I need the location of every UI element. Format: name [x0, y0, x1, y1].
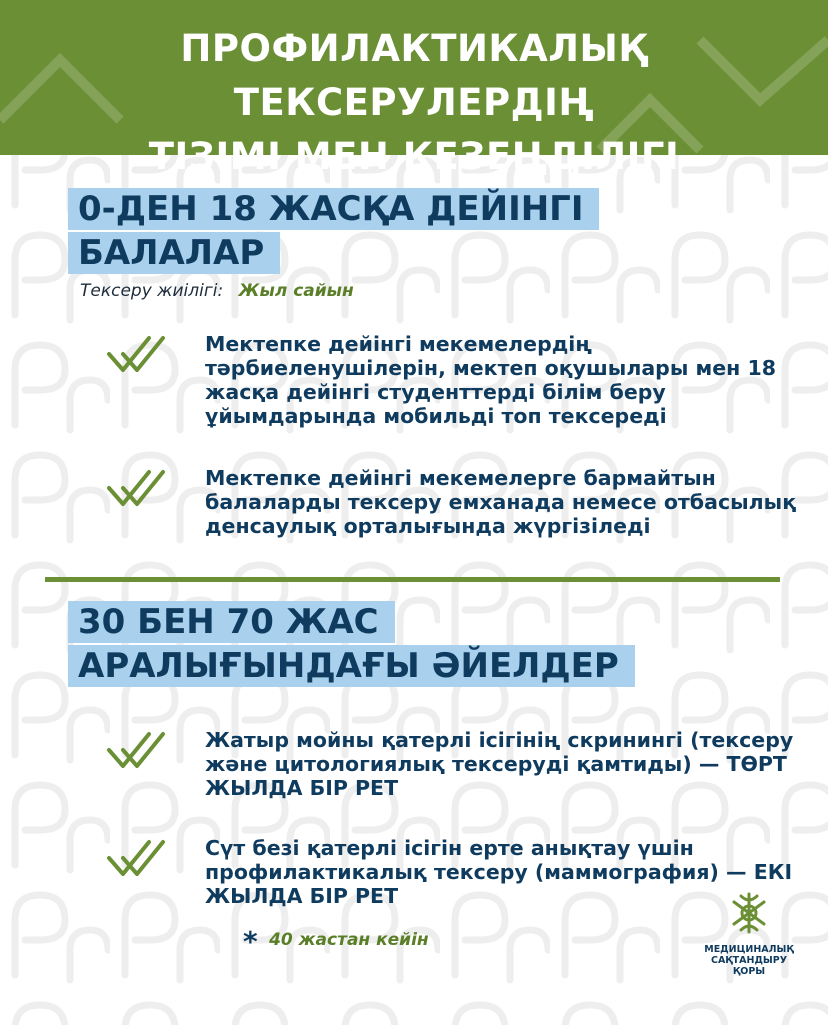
fund-logo-text [704, 944, 794, 977]
fund-logo-line3: ҚОРЫ [732, 966, 766, 977]
footnote-text: 40 жастан кейін [269, 930, 429, 950]
frequency-row [80, 281, 354, 301]
frequency-label: Тексеру жиілігі: [80, 281, 224, 301]
double-check-icon [105, 466, 167, 510]
section-title-children [68, 188, 599, 276]
title-line-1: ПРОФИЛАКТИКАЛЫҚ ТЕКСЕРУЛЕРДІҢ [180, 27, 648, 124]
fund-logo [704, 890, 794, 977]
section-title-children-line1: 0-ДЕН 18 ЖАСҚА ДЕЙІНГІ [68, 188, 599, 230]
footnote [243, 925, 429, 958]
double-check-icon [105, 332, 167, 376]
list-item-text: Мектепке дейінгі мекемелердің тәрбиеленушілерін, мектеп оқушылары мен 18 жасқа дейінгі студенттерді білім беру ұйымдарында мобильді топ тексереді [205, 332, 777, 428]
section-title-women [68, 601, 635, 689]
section-title-women-line2: АРАЛЫҒЫНДАҒЫ ӘЙЕЛДЕР [68, 645, 635, 687]
double-check-icon [105, 728, 167, 772]
fund-logo-icon [726, 890, 772, 936]
title-line-2: ТІЗІМІ МЕН КЕЗЕҢДІЛІГІ [148, 135, 680, 178]
section-divider [45, 577, 780, 582]
double-check-icon [105, 836, 167, 880]
frequency-value: Жыл сайын [238, 281, 354, 301]
section-title-women-line1: 30 БЕН 70 ЖАС [68, 601, 395, 643]
footnote-asterisk: * [243, 925, 258, 958]
fund-logo-line2: САҚТАНДЫРУ [710, 955, 788, 966]
list-item-text: Сүт безі қатерлі ісігін ерте анықтау үшін профилактикалық тексеру (маммография) — ЕКІ ЖЫЛДА БІР РЕТ [205, 836, 793, 908]
list-item-text: Жатыр мойны қатерлі ісігінің скринингі (тексеру және цитологиялық тексеруді қамтиды) — ТӨРТ ЖЫЛДА БІР РЕТ [205, 728, 794, 800]
fund-logo-line1: МЕДИЦИНАЛЫҚ [704, 944, 794, 955]
section-title-children-line2: БАЛАЛАР [68, 232, 280, 274]
list-item-text: Мектепке дейінгі мекемелерге бармайтын балаларды тексеру емханада немесе отбасылық денсаулық орталығында жүргізіледі [205, 466, 797, 538]
